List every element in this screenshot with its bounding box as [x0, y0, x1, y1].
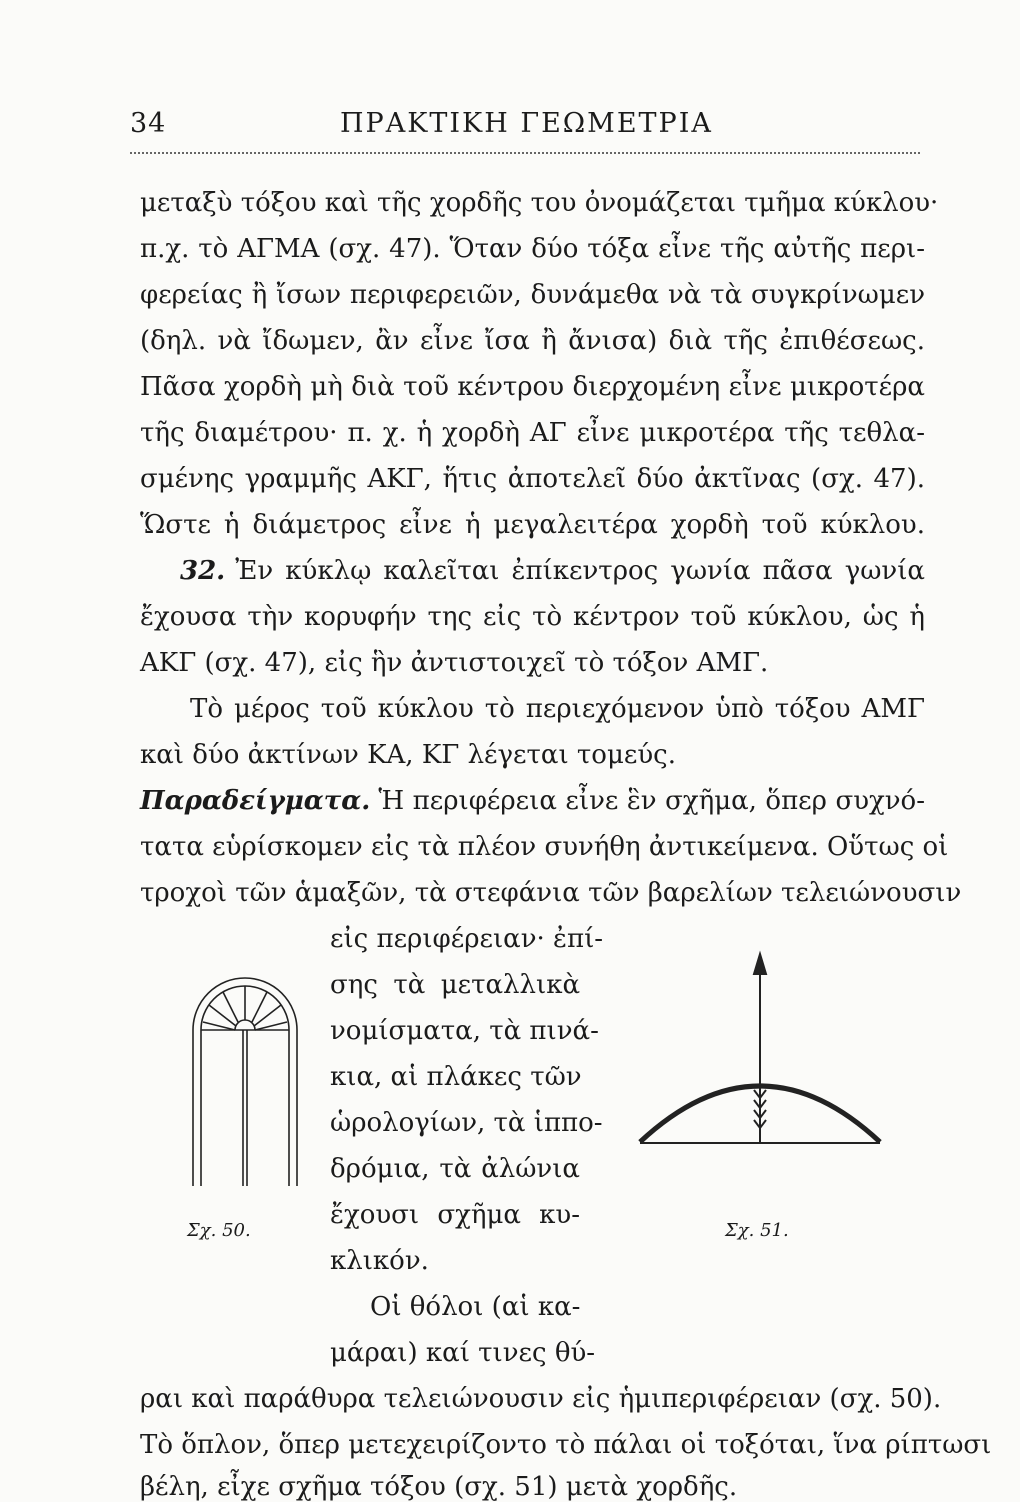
text-line: Τὸ ὅπλον, ὅπερ μετεχειρίζοντο τὸ πάλαι οἱ τοξόται, ἵνα ρίπτωσι	[140, 1430, 992, 1460]
section-paragraph	[180, 554, 925, 588]
figure-50-caption: Σχ. 50.	[187, 1220, 251, 1241]
text-line: Ἐν κύκλῳ καλεῖται ἐπίκεντρος γωνία πᾶσα γωνία	[235, 556, 925, 586]
examples-heading: Παραδείγματα.	[140, 786, 371, 816]
text-line: κια, αἱ πλάκες τῶν	[330, 1062, 582, 1092]
page-number: 34	[130, 108, 167, 139]
text-line: φερείας ἢ ἴσων περιφερειῶν, δυνάμεθα νὰ τὰ συγκρίνωμεν	[140, 280, 925, 310]
running-title: ΠΡΑΚΤΙΚΗ ΓΕΩΜΕΤΡΙΑ	[340, 108, 713, 139]
text-line: τῆς διαμέτρου· π. χ. ἡ χορδὴ ΑΓ εἶνε μικροτέρα τῆς τεθλα-	[140, 418, 925, 448]
text-line: νομίσματα, τὰ πινά-	[330, 1016, 599, 1046]
arched-door-figure	[185, 960, 305, 1190]
text-line: Ἡ περιφέρεια εἶνε ἓν σχῆμα, ὅπερ συχνό-	[378, 786, 925, 816]
text-line: π.χ. τὸ ΑΓΜΑ (σχ. 47). Ὅταν δύο τόξα εἶνε τῆς αὐτῆς περι-	[140, 234, 925, 264]
header-rule	[130, 152, 920, 154]
text-line: βέλη, εἶχε σχῆμα τόξου (σχ. 51) μετὰ χορδῆς.	[140, 1472, 738, 1502]
text-line: Ὥστε ἡ διάμετρος εἶνε ἡ μεγαλειτέρα χορδὴ τοῦ κύκλου.	[140, 510, 925, 540]
text-line: Οἱ θόλοι (αἱ κα-	[370, 1292, 581, 1322]
examples-paragraph	[140, 784, 925, 818]
bow-and-arrow-figure	[630, 940, 910, 1160]
figure-51-caption: Σχ. 51.	[725, 1220, 789, 1241]
text-line: ὡρολογίων, τὰ ἱππο-	[330, 1108, 603, 1138]
text-line: εἰς περιφέρειαν· ἐπί-	[330, 924, 604, 954]
text-line: μεταξὺ τόξου καὶ τῆς χορδῆς του ὀνομάζεται τμῆμα κύκλου·	[140, 188, 939, 218]
text-line: σμένης γραμμῆς ΑΚΓ, ἥτις ἀποτελεῖ δύο ἀκτῖνας (σχ. 47).	[140, 464, 925, 494]
text-line: ΑΚΓ (σχ. 47), εἰς ἣν ἀντιστοιχεῖ τὸ τόξον ΑΜΓ.	[140, 648, 769, 678]
text-line: σης τὰ μεταλλικὰ	[330, 970, 580, 1000]
text-line: ραι καὶ παράθυρα τελειώνουσιν εἰς ἡμιπεριφέρειαν (σχ. 50).	[140, 1384, 942, 1414]
text-line: τροχοὶ τῶν ἁμαξῶν, τὰ στεφάνια τῶν βαρελίων τελειώνουσιν	[140, 878, 962, 908]
text-line: Πᾶσα χορδὴ μὴ διὰ τοῦ κέντρου διερχομένη εἶνε μικροτέρα	[140, 372, 925, 402]
text-line: κλικόν.	[330, 1246, 429, 1276]
text-line: (δηλ. νὰ ἴδωμεν, ἂν εἶνε ἴσα ἢ ἄνισα) διὰ τῆς ἐπιθέσεως.	[140, 326, 925, 356]
text-line: δρόμια, τὰ ἀλώνια	[330, 1154, 580, 1184]
text-line: τατα εὑρίσκομεν εἰς τὰ πλέον συνήθη ἀντικείμενα. Οὕτως οἱ	[140, 832, 949, 862]
text-line: μάραι) καί τινες θύ-	[330, 1338, 596, 1368]
text-line: ἔχουσι σχῆμα κυ-	[330, 1200, 580, 1230]
text-line: Τὸ μέρος τοῦ κύκλου τὸ περιεχόμενον ὑπὸ τόξου ΑΜΓ	[190, 694, 925, 724]
text-line: καὶ δύο ἀκτίνων ΚΑ, ΚΓ λέγεται τομεύς.	[140, 740, 676, 770]
text-line: ἔχουσα τὴν κορυφήν της εἰς τὸ κέντρον τοῦ κύκλου, ὡς ἡ	[140, 602, 925, 632]
section-number: 32.	[180, 556, 226, 586]
page-header	[130, 108, 920, 148]
